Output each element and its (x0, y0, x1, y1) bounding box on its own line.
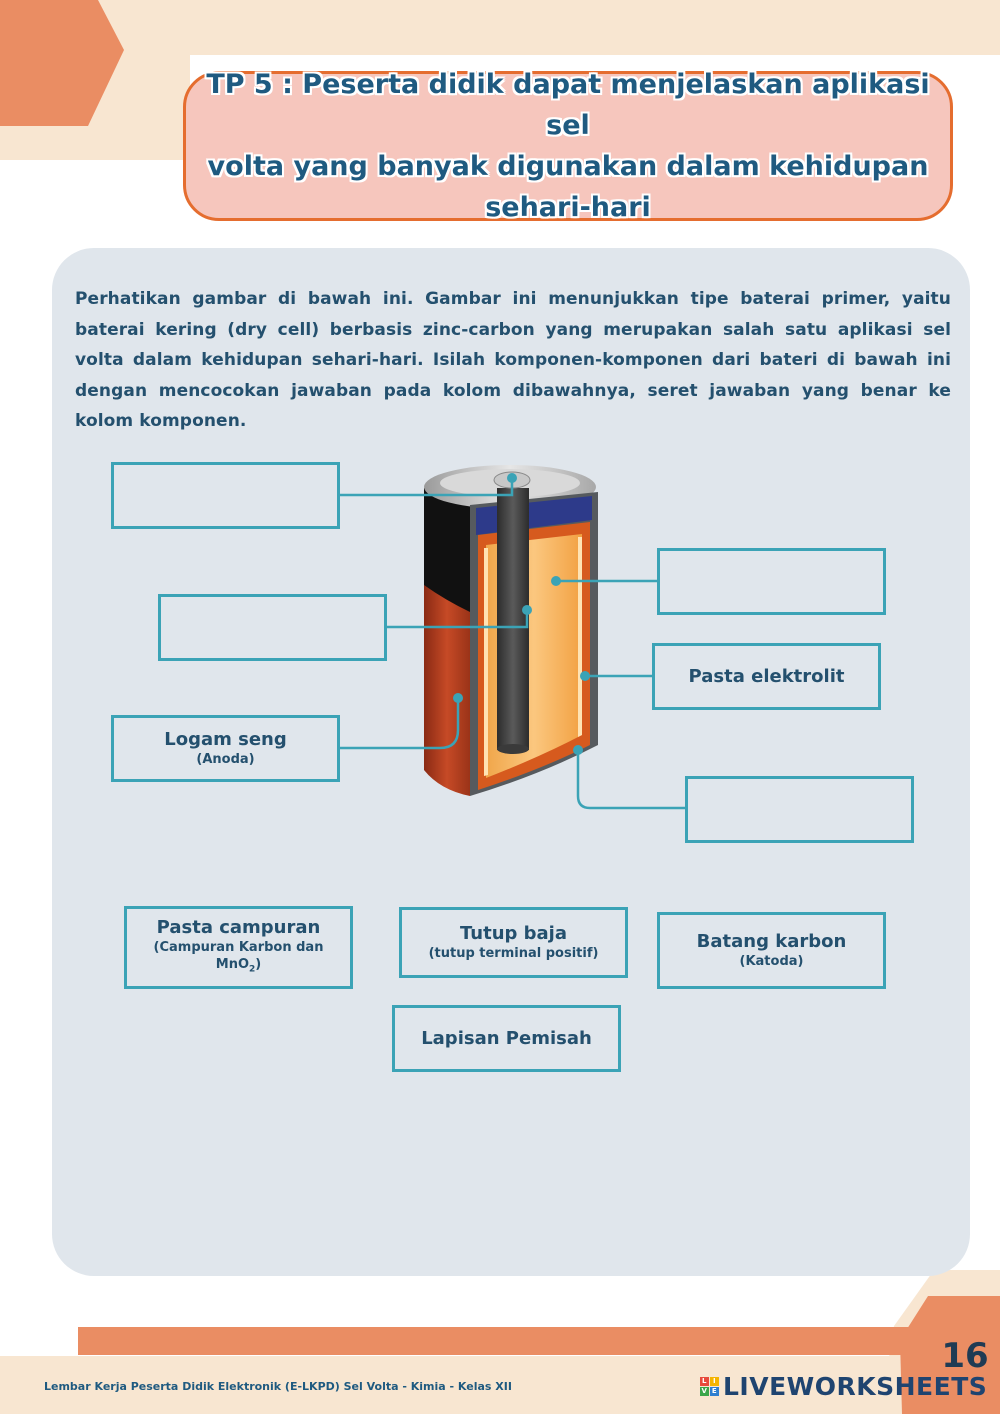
logo-letter-l: L (700, 1377, 709, 1386)
answer-batang-karbon-text: Batang karbon (696, 931, 847, 952)
label-logam-seng-sub: (Anoda) (196, 752, 255, 767)
answer-pasta-campuran-text: Pasta campuran (156, 916, 321, 938)
label-logam-seng (111, 715, 340, 782)
page-number: 16 (941, 1336, 989, 1376)
answer-pasta-campuran-sub1: (Campuran Karbon dan (153, 939, 324, 955)
logo-letter-e: E (711, 1387, 718, 1395)
drop-box-paste-mix[interactable] (657, 548, 886, 615)
title-line-1: TP 5 : Peserta didik dapat menjelaskan aplikasi sel (206, 69, 930, 141)
answer-pasta-campuran[interactable] (124, 906, 353, 989)
answer-pasta-campuran-sub2 (216, 956, 261, 979)
label-pasta-elektrolit-text: Pasta elektrolit (688, 665, 845, 687)
footer-caption: Lembar Kerja Peserta Didik Elektronik (E-LKPD) Sel Volta - Kimia - Kelas XII (44, 1380, 512, 1393)
liveworksheets-logo-icon (700, 1377, 719, 1396)
logo-letter-v: V (701, 1387, 708, 1395)
answer-batang-karbon-sub: (Katoda) (739, 954, 804, 969)
instructions-text: Perhatikan gambar di bawah ini. Gambar ini menunjukkan tipe baterai primer, yaitu baterai kering (dry cell) berbasis zinc-carbon yang merupakan salah satu aplikasi sel volta dalam kehidupan sehari-hari. Isilah komponen-komponen dari bateri di bawah ini dengan mencocokan jawaban pada kolom dibawahnya, seret jawaban yang benar ke kolom komponen. (75, 289, 951, 431)
label-logam-seng-text: Logam seng (164, 729, 287, 750)
mno-close-paren: ) (255, 956, 262, 972)
label-pasta-elektrolit (652, 643, 881, 710)
title-line-3: sehari-hari (485, 192, 651, 223)
title-line-2: volta yang banyak digunakan dalam kehidupan (207, 151, 929, 182)
drop-box-separator[interactable] (685, 776, 914, 843)
answer-lapisan-pemisah[interactable] (392, 1005, 621, 1072)
brand-text: LIVEWORKSHEETS (723, 1372, 988, 1401)
answer-tutup-baja-sub: (tutup terminal positif) (428, 946, 599, 961)
mno-subscript: 2 (249, 964, 256, 975)
footer-bar (78, 1327, 938, 1355)
answer-tutup-baja[interactable] (399, 907, 628, 978)
logo-letter-i: I (710, 1377, 719, 1386)
answer-batang-karbon[interactable] (657, 912, 886, 989)
mno-formula: MnO (215, 956, 250, 972)
answer-tutup-baja-text: Tutup baja (459, 923, 568, 944)
drop-box-cap[interactable] (111, 462, 340, 529)
answer-lapisan-pemisah-text: Lapisan Pemisah (421, 1027, 592, 1049)
drop-box-rod[interactable] (158, 594, 387, 661)
liveworksheets-brand[interactable] (700, 1372, 987, 1401)
connector-separator (578, 750, 686, 808)
carbon-rod (497, 488, 529, 750)
